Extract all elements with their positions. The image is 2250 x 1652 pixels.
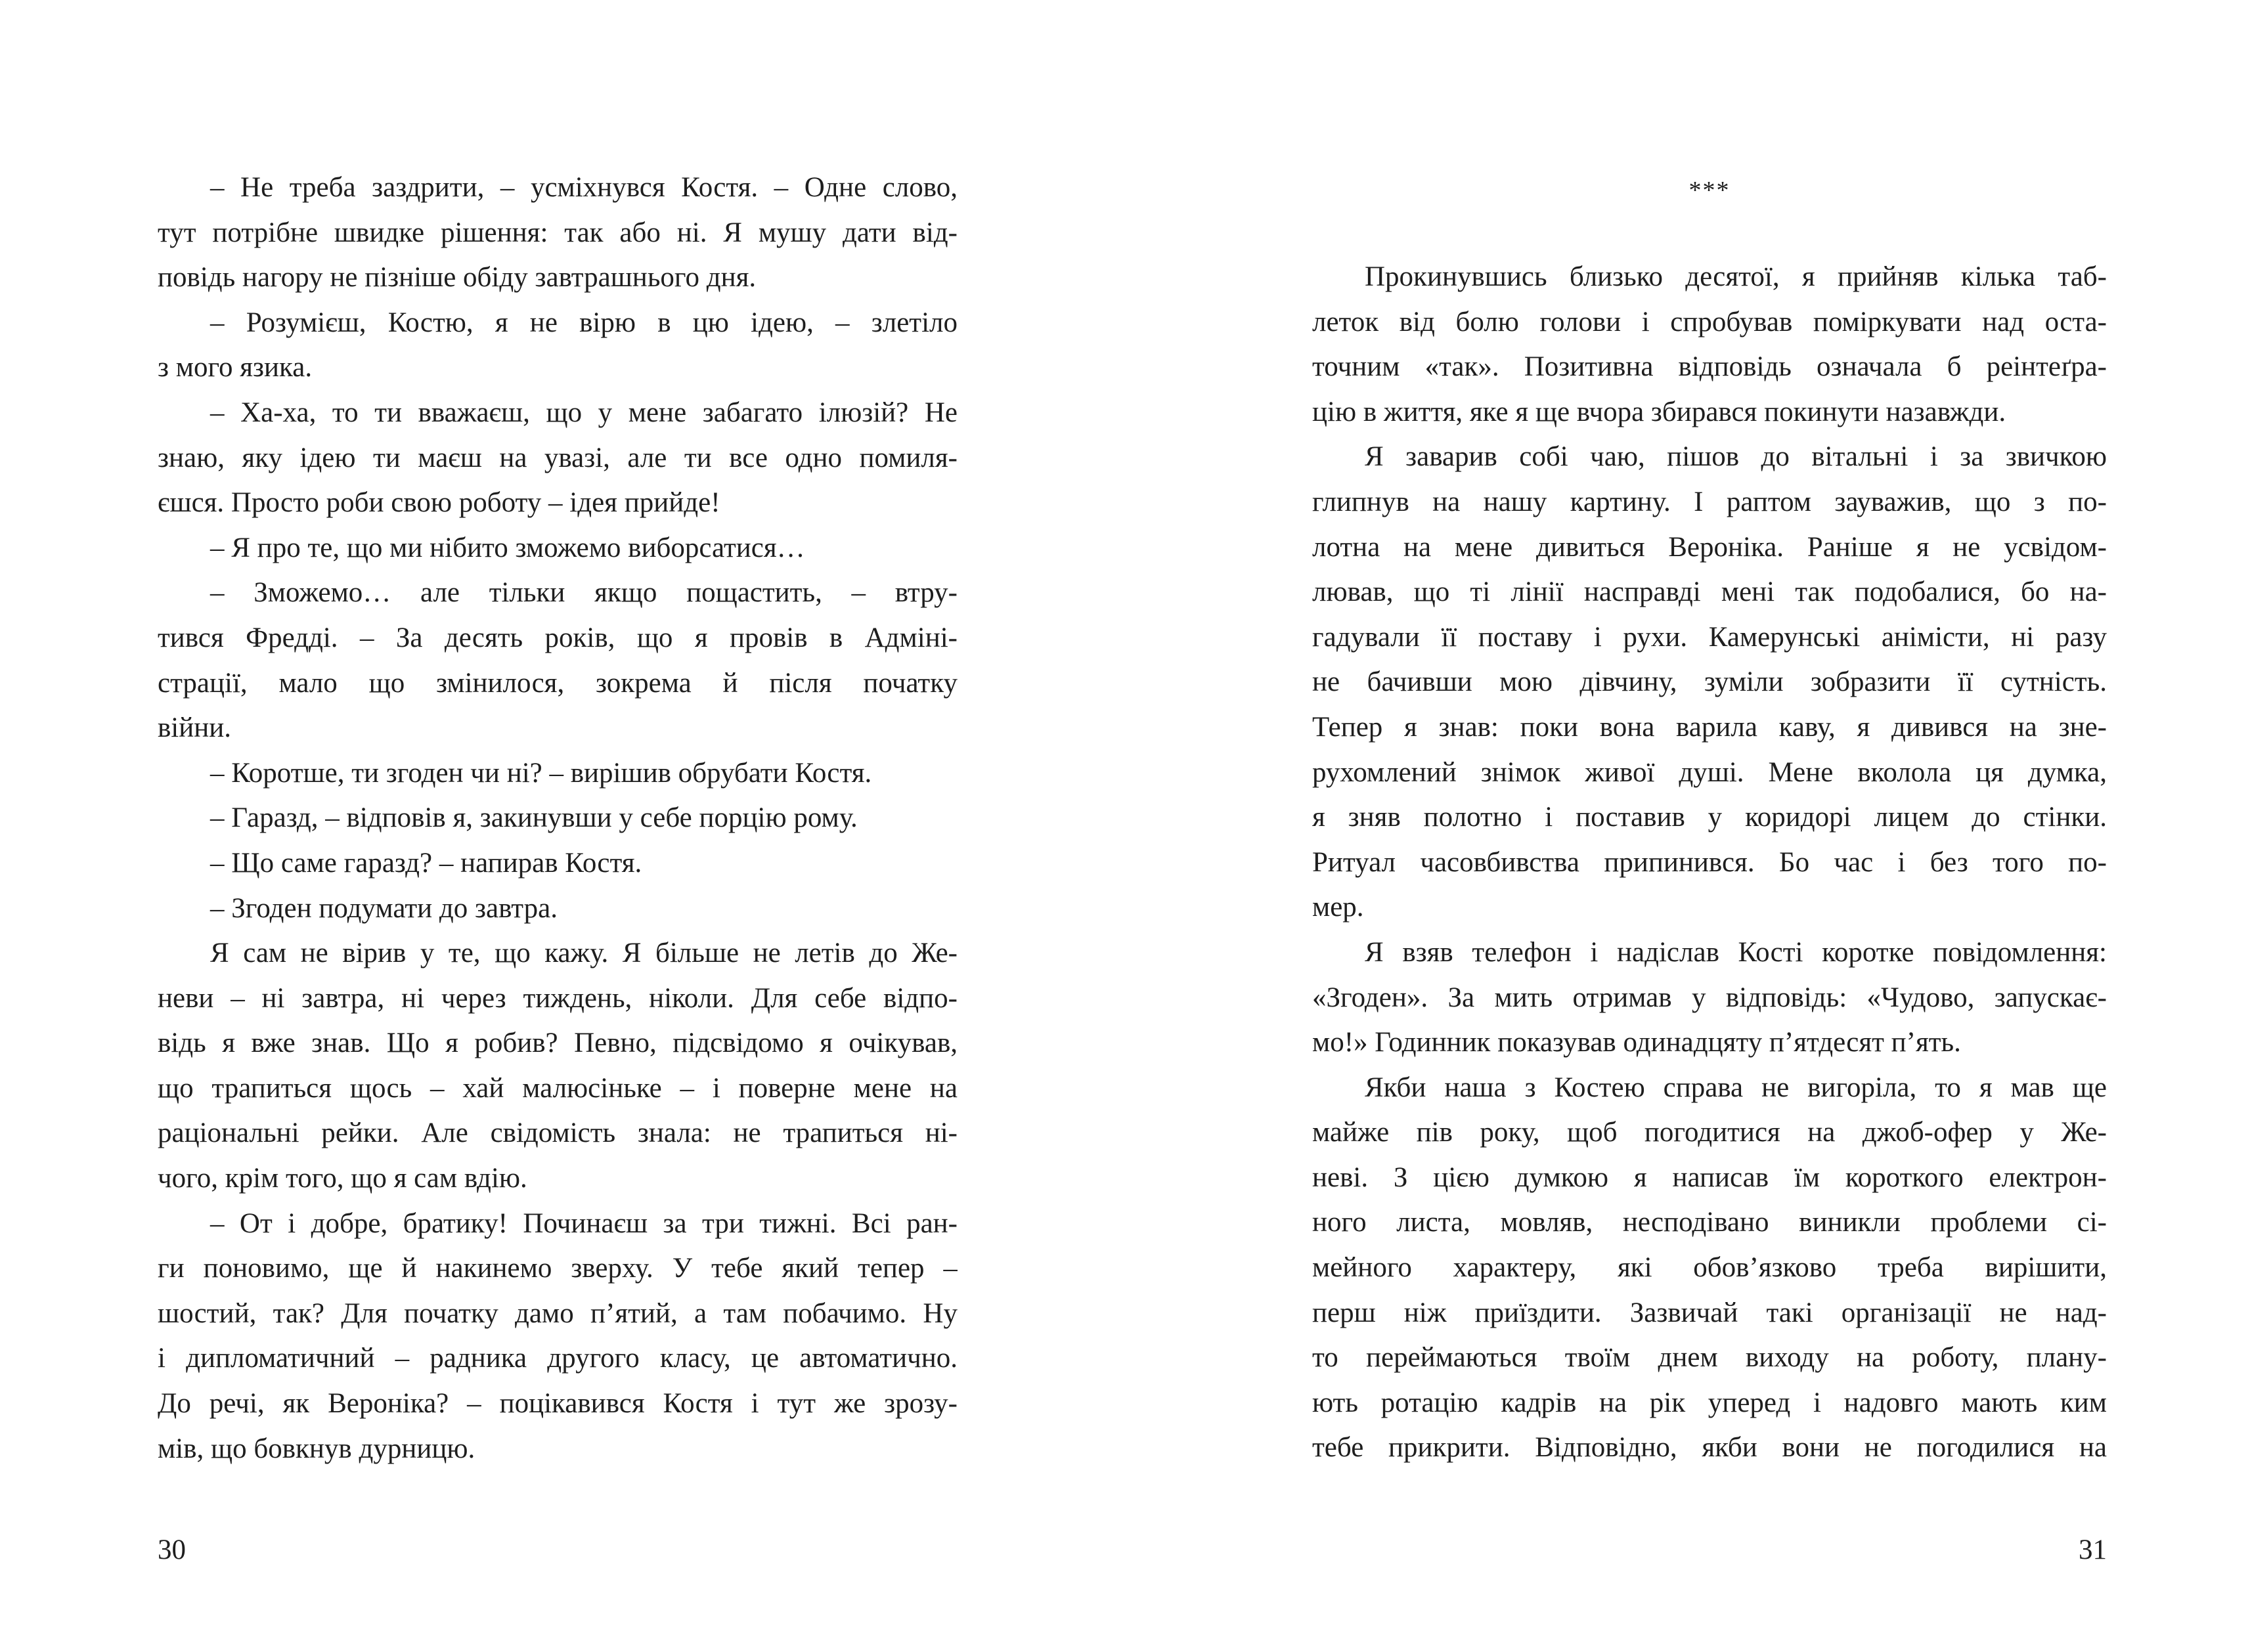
text-line: з мого язика. — [158, 352, 313, 383]
text-line: шостий, так? Для початку дамо п’ятий, а там побачимо. Ну — [158, 1297, 958, 1329]
text-line: Прокинувшись близько десятої, я прийняв кілька таб- — [1365, 261, 2107, 292]
text-line: я зняв полотно і поставив у коридорі лицем до стінки. — [1312, 802, 2107, 833]
page-number-right: 31 — [2079, 1534, 2107, 1565]
text-line: майже пів року, щоб погодитися на джоб-офер у Же- — [1312, 1117, 2107, 1148]
text-line: До речі, як Вероніка? – поцікавився Костя і тут же зрозу- — [158, 1388, 958, 1420]
text-line: повідь нагору не пізніше обіду завтрашнього дня. — [158, 262, 757, 293]
right-page — [1312, 0, 2107, 1652]
text-line: – Я про те, що ми нібито зможемо виборсатися… — [210, 532, 805, 563]
text-line: глипнув на нашу картину. І раптом зауважив, що з по- — [1312, 486, 2107, 517]
text-line: неві. З цією думкою я написав їм короткого електрон- — [1312, 1162, 2107, 1193]
text-line: чого, крім того, що я сам вдію. — [158, 1163, 527, 1194]
text-line: перш ніж приїздити. Зазвичай такі організації не над- — [1312, 1297, 2107, 1328]
text-line: Ритуал часовбивства припинився. Бо час і без того по- — [1312, 846, 2107, 878]
text-line: точним «так». Позитивна відповідь означала б реінтеґра- — [1312, 351, 2107, 383]
page-number-left: 30 — [158, 1534, 186, 1565]
section-separator: *** — [1688, 177, 1731, 204]
text-line: ють ротацію кадрів на рік уперед і надовго мають ким — [1312, 1387, 2107, 1418]
text-line: цію в життя, яке я ще вчора збирався покинути назавжди. — [1312, 396, 2006, 427]
text-line: гадували її поставу і рухи. Камерунські анімісти, ні разу — [1312, 621, 2107, 653]
text-line: не бачивши мою дівчину, зуміли зобразити її сутність. — [1312, 666, 2107, 698]
text-line: і дипломатичний – радника другого класу, це автоматично. — [158, 1343, 958, 1374]
text-line: тився Фредді. – За десять років, що я провів в Адміні- — [158, 622, 958, 653]
text-line: неви – ні завтра, ні через тиждень, ніколи. Для себе відпо- — [158, 982, 958, 1014]
text-line: відь я вже знав. Що я робив? Певно, підсвідомо я очікував, — [158, 1028, 958, 1059]
text-line: – Гаразд, – відповів я, закинувши у себе порцію рому. — [210, 802, 858, 834]
text-line: – Не треба заздрити, – усміхнувся Костя. – Одне слово, — [210, 172, 958, 203]
text-line: ги поновимо, ще й накинемо зверху. У тебе який тепер – — [158, 1253, 958, 1284]
left-page — [158, 0, 958, 1652]
text-line: леток від болю голови і спробував поміркувати над оста- — [1312, 306, 2107, 337]
text-line: – Розумієш, Костю, я не вірю в цю ідею, – злетіло — [210, 307, 958, 338]
text-line: страції, мало що змінилося, зокрема й після початку — [158, 667, 958, 699]
text-line: єшся. Просто роби свою роботу – ідея прийде! — [158, 487, 720, 519]
text-line: мейного характеру, які обов’язково треба вирішити, — [1312, 1252, 2107, 1284]
text-line: лотна на мене дивиться Вероніка. Раніше я не усвідом- — [1312, 531, 2107, 563]
text-line: – Коротше, ти згоден чи ні? – вирішив обрубати Костя. — [210, 757, 872, 789]
text-line: – Ха-ха, то ти вважаєш, що у мене забагато ілюзій? Не — [210, 397, 958, 428]
text-line: – От і добре, братику! Починаєш за три тижні. Всі ран- — [210, 1207, 958, 1239]
text-line: знаю, яку ідею ти маєш на увазі, але ти все одно помиля- — [158, 442, 958, 473]
text-line: ного листа, мовляв, несподівано виникли проблеми сі- — [1312, 1207, 2107, 1238]
text-line: Я заварив собі чаю, пішов до вітальні і за звичкою — [1365, 441, 2107, 473]
text-line: війни. — [158, 712, 232, 744]
text-line: мер. — [1312, 892, 1364, 923]
right-page-text — [1312, 255, 2107, 1471]
text-line: рухомлений знімок живої душі. Мене вколола ця думка, — [1312, 756, 2107, 788]
text-line: раціональні рейки. Але свідомість знала: не трапиться ні- — [158, 1118, 958, 1149]
text-line: «Згоден». За мить отримав у відповідь: «Чудово, запускає- — [1312, 982, 2107, 1013]
text-line: – Що саме гаразд? – напирав Костя. — [210, 847, 642, 879]
text-line: то переймаються твоїм днем виходу на роботу, плану- — [1312, 1342, 2107, 1374]
left-page-text — [158, 165, 958, 1471]
text-line: мо!» Годинник показував одинадцяту п’ятдесят п’ять. — [1312, 1027, 1961, 1058]
text-line: Я сам не вірив у те, що кажу. Я більше не летів до Же- — [210, 938, 958, 969]
text-line: Тепер я знав: поки вона варила каву, я дивився на зне- — [1312, 711, 2107, 743]
text-line: – Зможемо… але тільки якщо пощастить, – втру- — [210, 577, 958, 609]
text-line: Я взяв телефон і надіслав Кості коротке повідомлення: — [1365, 936, 2107, 968]
text-line: – Згоден подумати до завтра. — [210, 892, 558, 924]
text-line: що трапиться щось – хай малюсіньке – і поверне мене на — [158, 1072, 958, 1104]
text-line: тут потрібне швидке рішення: так або ні. Я мушу дати від- — [158, 217, 958, 248]
text-line: Якби наша з Костею справа не вигоріла, то я мав ще — [1365, 1072, 2107, 1103]
text-line: мів, що бовкнув дурницю. — [158, 1433, 475, 1464]
text-line: лював, що ті лінії насправді мені так подобалися, бо на- — [1312, 576, 2107, 608]
text-line: тебе прикрити. Відповідно, якби вони не погодилися на — [1312, 1432, 2107, 1464]
